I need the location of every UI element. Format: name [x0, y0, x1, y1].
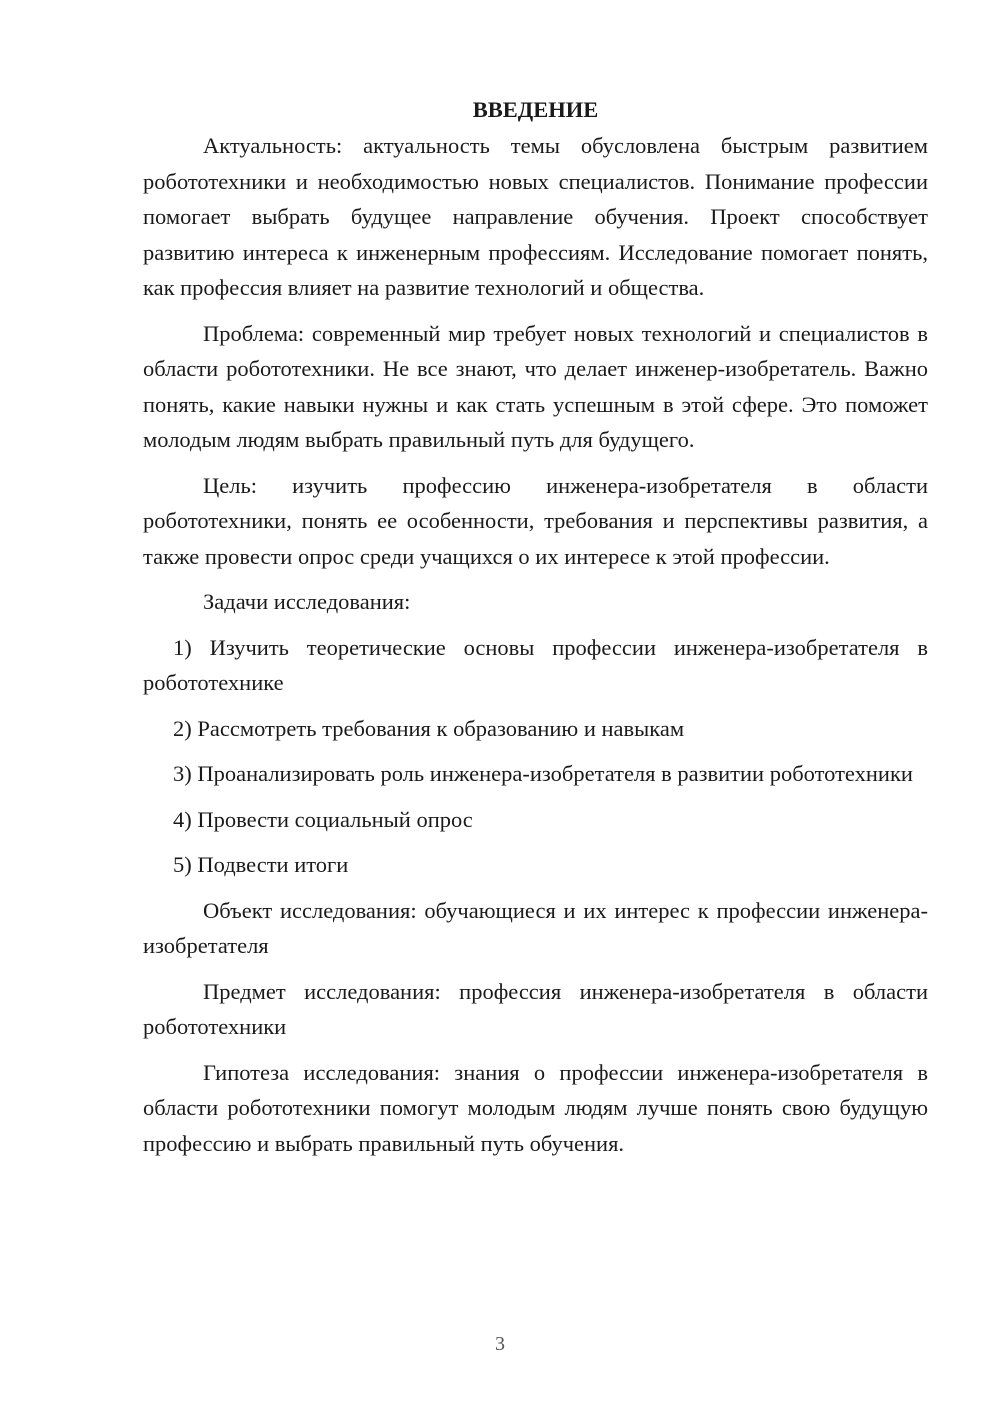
paragraph-subject: Предмет исследования: профессия инженера-изобретателя в области робототехники [143, 978, 928, 1039]
page-number: 3 [495, 1333, 505, 1355]
list-item: 5) Подвести итоги [173, 852, 349, 877]
paragraph-object: Объект исследования: обучающиеся и их интерес к профессии инженера-изобретателя [143, 897, 928, 958]
paragraph-hypothesis: Гипотеза исследования: знания о профессии инженера-изобретателя в области робототехники помогут молодым людям лучше понять свою будущую профессию и выбрать правильный путь обучения. [143, 1059, 928, 1156]
document-page [143, 92, 928, 1171]
tasks-heading: Задачи исследования: [203, 589, 411, 614]
list-item: 4) Провести социальный опрос [173, 806, 473, 832]
list-item: 1) Изучить теоретические основы профессии инженера-изобретателя в робототехнике [143, 634, 928, 695]
paragraph-relevance: Актуальность: актуальность темы обусловлена быстрым развитием робототехники и необходимостью новых специалистов. Понимание профессии помогает выбрать будущее направление обучения. Проект способствует развитию интереса к инженерным профессиям. Исследование помогает понять, как профессия влияет на развитие технологий и общества. [143, 133, 928, 300]
list-item: 3) Проанализировать роль инженера-изобретателя в развитии робототехники [173, 761, 913, 786]
paragraph-goal: Цель: изучить профессию инженера-изобретателя в области робототехники, понять ее особенности, требования и перспективы развития, а также провести опрос среди учащихся о их интересе к этой профессии. [143, 472, 928, 569]
list-item: 2) Рассмотреть требования к образованию и навыкам [173, 715, 685, 741]
paragraph-problem: Проблема: современный мир требует новых технологий и специалистов в области робототехники. Не все знают, что делает инженер-изобретатель. Важно понять, какие навыки нужны и как стать успешным в этой сфере. Это поможет молодым людям выбрать правильный путь для будущего. [143, 320, 928, 452]
page-title: ВВЕДЕНИЕ [472, 97, 599, 122]
